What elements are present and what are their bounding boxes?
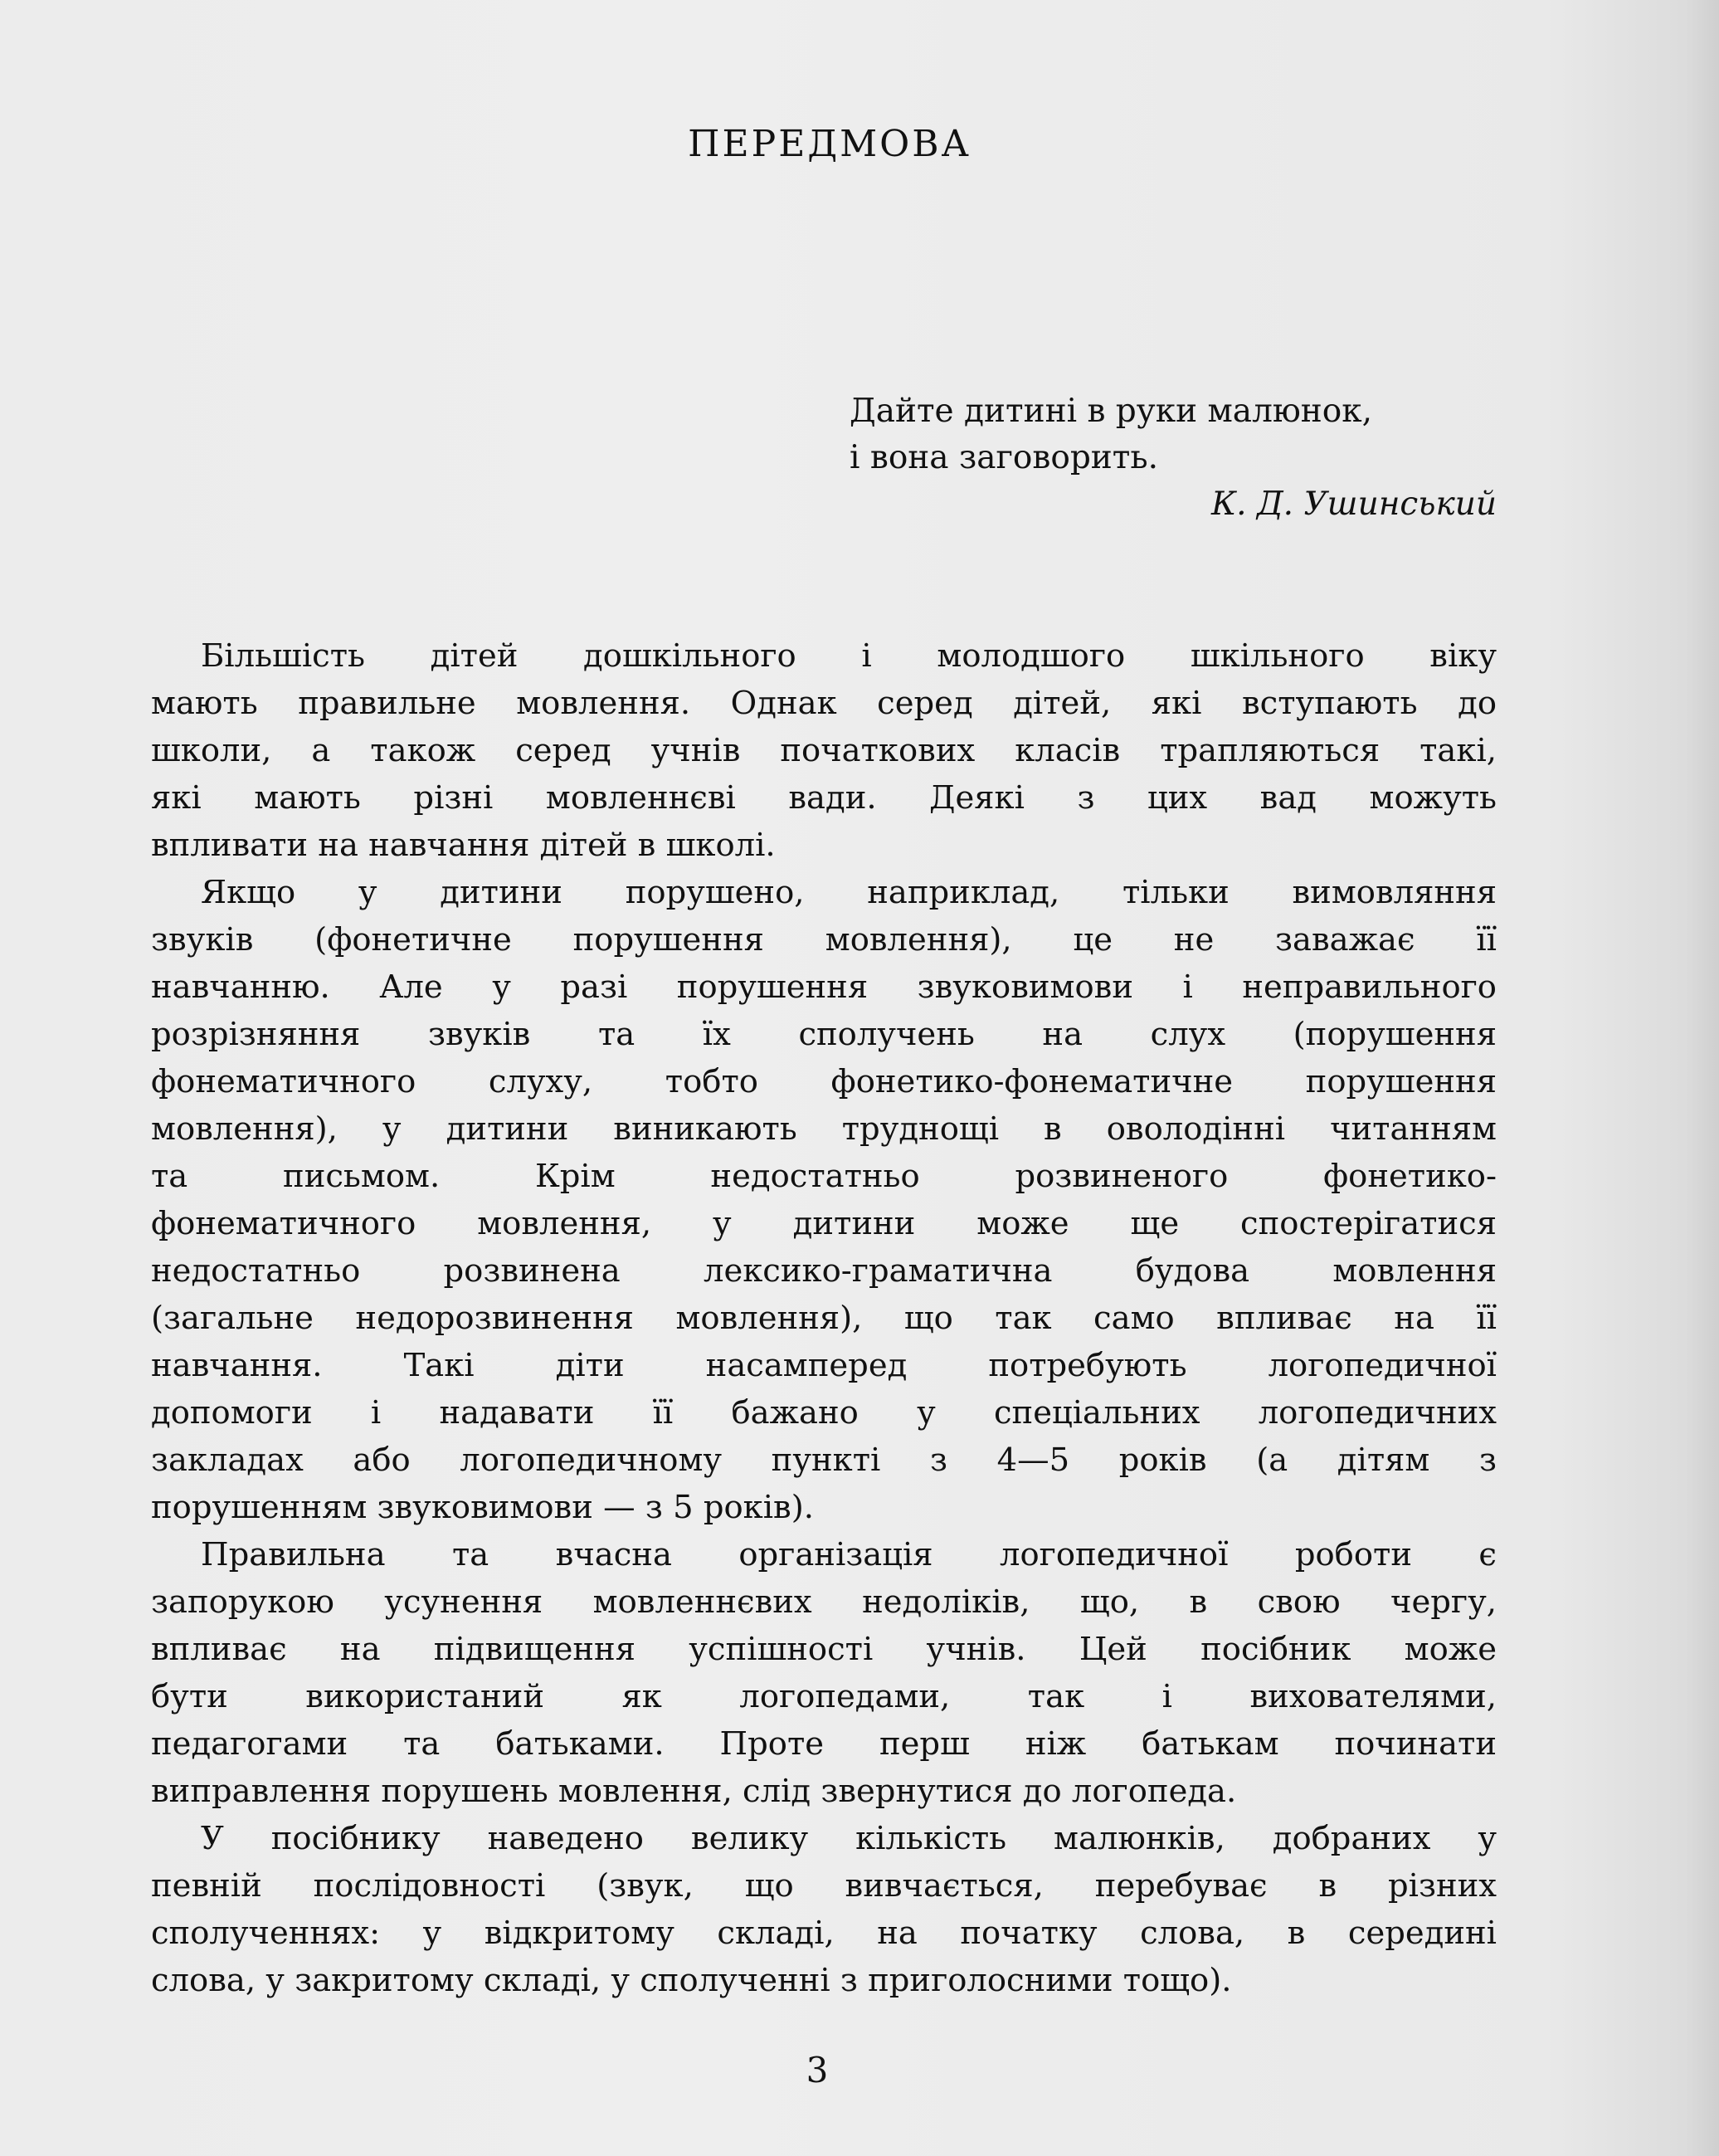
paragraph: [151, 1531, 1497, 1815]
text-line: впливає на підвищення успішності учнів. Цей посібник може: [151, 1631, 1497, 1668]
paragraph: [151, 1815, 1497, 2004]
text-line: Правильна та вчасна організація логопедичної роботи є: [201, 1536, 1497, 1573]
text-line: школи, а також серед учнів початкових класів трапляються такі,: [151, 732, 1497, 769]
text-line: недостатньо розвинена лексико-граматична будова мовлення: [151, 1252, 1497, 1290]
epigraph-line: і вона заговорить.: [850, 439, 1158, 476]
text-line: Більшість дітей дошкільного і молодшого шкільного віку: [201, 637, 1497, 675]
text-line: певній послідовності (звук, що вивчається, перебуває в різних: [151, 1867, 1497, 1905]
page-title: ПЕРЕДМОВА: [688, 123, 972, 165]
text-line: фонематичного слуху, тобто фонетико-фонематичне порушення: [151, 1063, 1497, 1100]
text-line: мають правильне мовлення. Однак серед дітей, які вступають до: [151, 685, 1497, 722]
text-line: Якщо у дитини порушено, наприклад, тільки вимовляння: [201, 874, 1497, 911]
text-line: допомоги і надавати її бажано у спеціальних логопедичних: [151, 1394, 1497, 1432]
text-line: розрізняння звуків та їх сполучень на слух (порушення: [151, 1016, 1497, 1053]
epigraph-line: Дайте дитині в руки малюнок,: [850, 393, 1373, 430]
text-line: навчання. Такі діти насамперед потребують логопедичної: [151, 1347, 1497, 1384]
text-line: У посібнику наведено велику кількість малюнків, добраних у: [201, 1820, 1497, 1857]
text-line: порушенням звуковимови — з 5 років).: [151, 1489, 814, 1526]
text-line: закладах або логопедичному пункті з 4—5 років (а дітям з: [151, 1441, 1497, 1479]
text-line: впливати на навчання дітей в школі.: [151, 827, 776, 864]
text-line: слова, у закритому складі, у сполученні з приголосними тощо).: [151, 1962, 1232, 1999]
text-line: звуків (фонетичне порушення мовлення), це не заважає її: [151, 921, 1497, 958]
text-line: виправлення порушень мовлення, слід звернутися до логопеда.: [151, 1773, 1237, 1810]
paragraph: [151, 632, 1497, 869]
text-line: та письмом. Крім недостатньо розвиненого фонетико-: [151, 1158, 1497, 1195]
body-text: [151, 632, 1497, 2004]
text-line: фонематичного мовлення, у дитини може ще спостерігатися: [151, 1205, 1497, 1242]
text-line: які мають різні мовленнєві вади. Деякі з цих вад можуть: [151, 779, 1497, 817]
text-line: сполученнях: у відкритому складі, на початку слова, в середині: [151, 1915, 1497, 1952]
paragraph: [151, 869, 1497, 1531]
page-number: 3: [806, 2050, 829, 2090]
text-line: бути використаний як логопедами, так і вихователями,: [151, 1678, 1497, 1715]
text-line: педагогами та батьками. Проте перш ніж батькам починати: [151, 1725, 1497, 1763]
text-line: мовлення), у дитини виникають труднощі в оволодінні читанням: [151, 1110, 1497, 1148]
text-line: навчанню. Але у разі порушення звуковимови і неправильного: [151, 968, 1497, 1006]
epigraph: [850, 388, 1497, 528]
text-line: запорукою усунення мовленнєвих недоліків, що, в свою чергу,: [151, 1583, 1497, 1621]
text-line: (загальне недорозвинення мовлення), що так само впливає на її: [151, 1300, 1497, 1337]
epigraph-author: К. Д. Ушинський: [1210, 485, 1497, 523]
